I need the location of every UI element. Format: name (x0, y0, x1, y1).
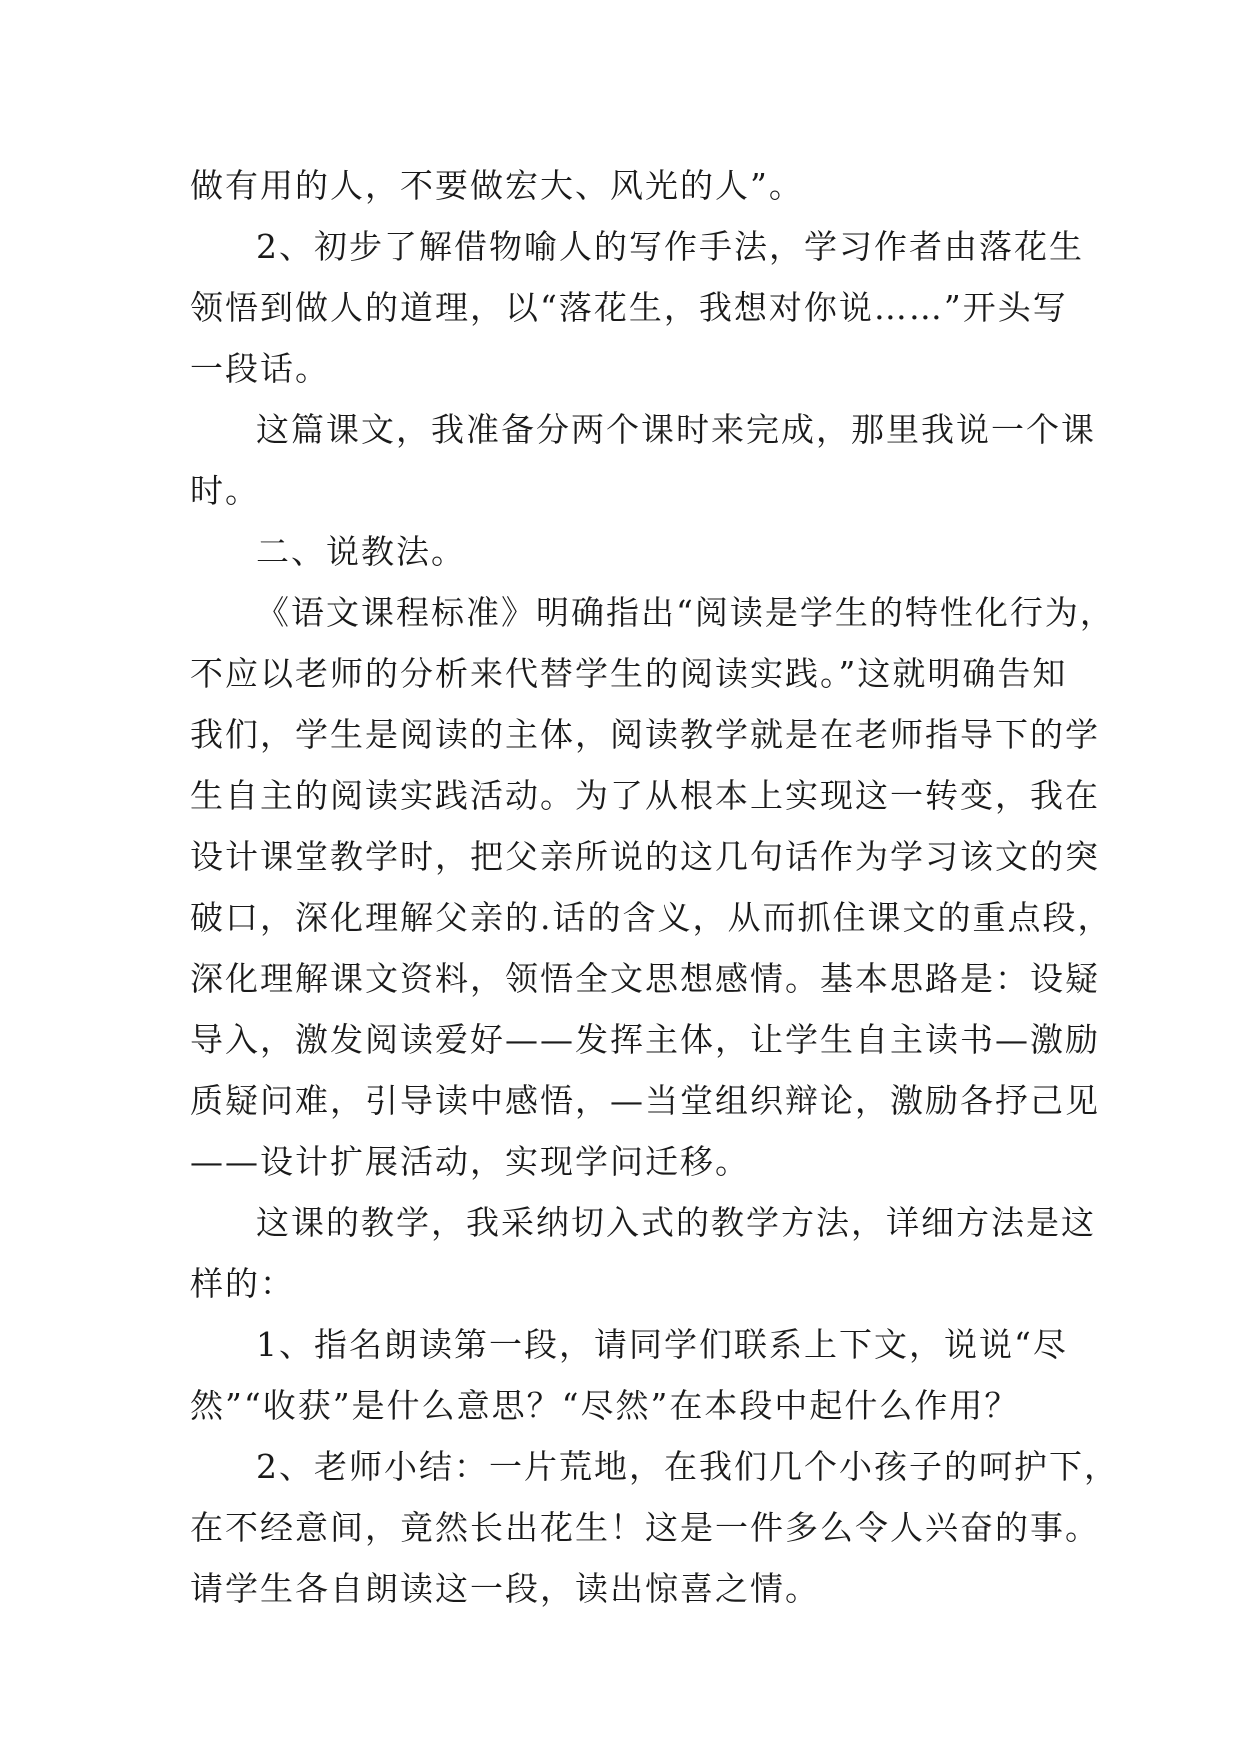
text-line: 《语文课程标准》明确指出“阅读是学生的特性化行为， (256, 593, 1115, 632)
text-line: 然”“收获”是什么意思？“尽然”在本段中起什么作用？ (190, 1386, 1020, 1425)
text-line: 不应以老师的分析来代替学生的阅读实践。”这就明确告知 (190, 654, 1068, 693)
text-line: 这篇课文，我准备分两个课时来完成，那里我说一个课 (256, 410, 1096, 449)
text-line: 生自主的阅读实践活动。为了从根本上实现这一转变，我在 (190, 776, 1100, 815)
text-line: 2、老师小结：一片荒地，在我们几个小孩子的呵护下， (256, 1447, 1119, 1486)
text-line: 2、初步了解借物喻人的写作手法，学习作者由落花生 (256, 227, 1084, 266)
text-line: 我们，学生是阅读的主体，阅读教学就是在老师指导下的学 (190, 715, 1100, 754)
text-line: 深化理解课文资料，领悟全文思想感情。基本思路是：设疑 (190, 959, 1100, 998)
text-line: 破口，深化理解父亲的.话的含义，从而抓住课文的重点段， (190, 898, 1113, 937)
text-line: 时。 (190, 471, 260, 510)
text-line: 在不经意间，竟然长出花生！这是一件多么令人兴奋的事。 (190, 1508, 1100, 1547)
text-line: 做有用的人，不要做宏大、风光的人”。 (190, 166, 804, 205)
text-line: 领悟到做人的道理，以“落花生，我想对你说……”开头写 (190, 288, 1068, 327)
text-line: 请学生各自朗读这一段，读出惊喜之情。 (190, 1569, 820, 1608)
text-line: 导入，激发阅读爱好——发挥主体，让学生自主读书—激励 (190, 1020, 1100, 1059)
text-line: 设计课堂教学时，把父亲所说的这几句话作为学习该文的突 (190, 837, 1100, 876)
text-line: ——设计扩展活动，实现学问迁移。 (190, 1142, 750, 1181)
text-line: 样的： (190, 1264, 295, 1303)
text-line: 质疑问难，引导读中感悟，—当堂组织辩论，激励各抒己见 (190, 1081, 1100, 1120)
document-page (190, 155, 1119, 1619)
text-line: 一段话。 (190, 349, 330, 388)
text-line: 1、指名朗读第一段，请同学们联系上下文，说说“尽 (256, 1325, 1068, 1364)
text-line: 这课的教学，我采纳切入式的教学方法，详细方法是这 (256, 1203, 1096, 1242)
section-heading: 二、说教法。 (256, 532, 466, 571)
